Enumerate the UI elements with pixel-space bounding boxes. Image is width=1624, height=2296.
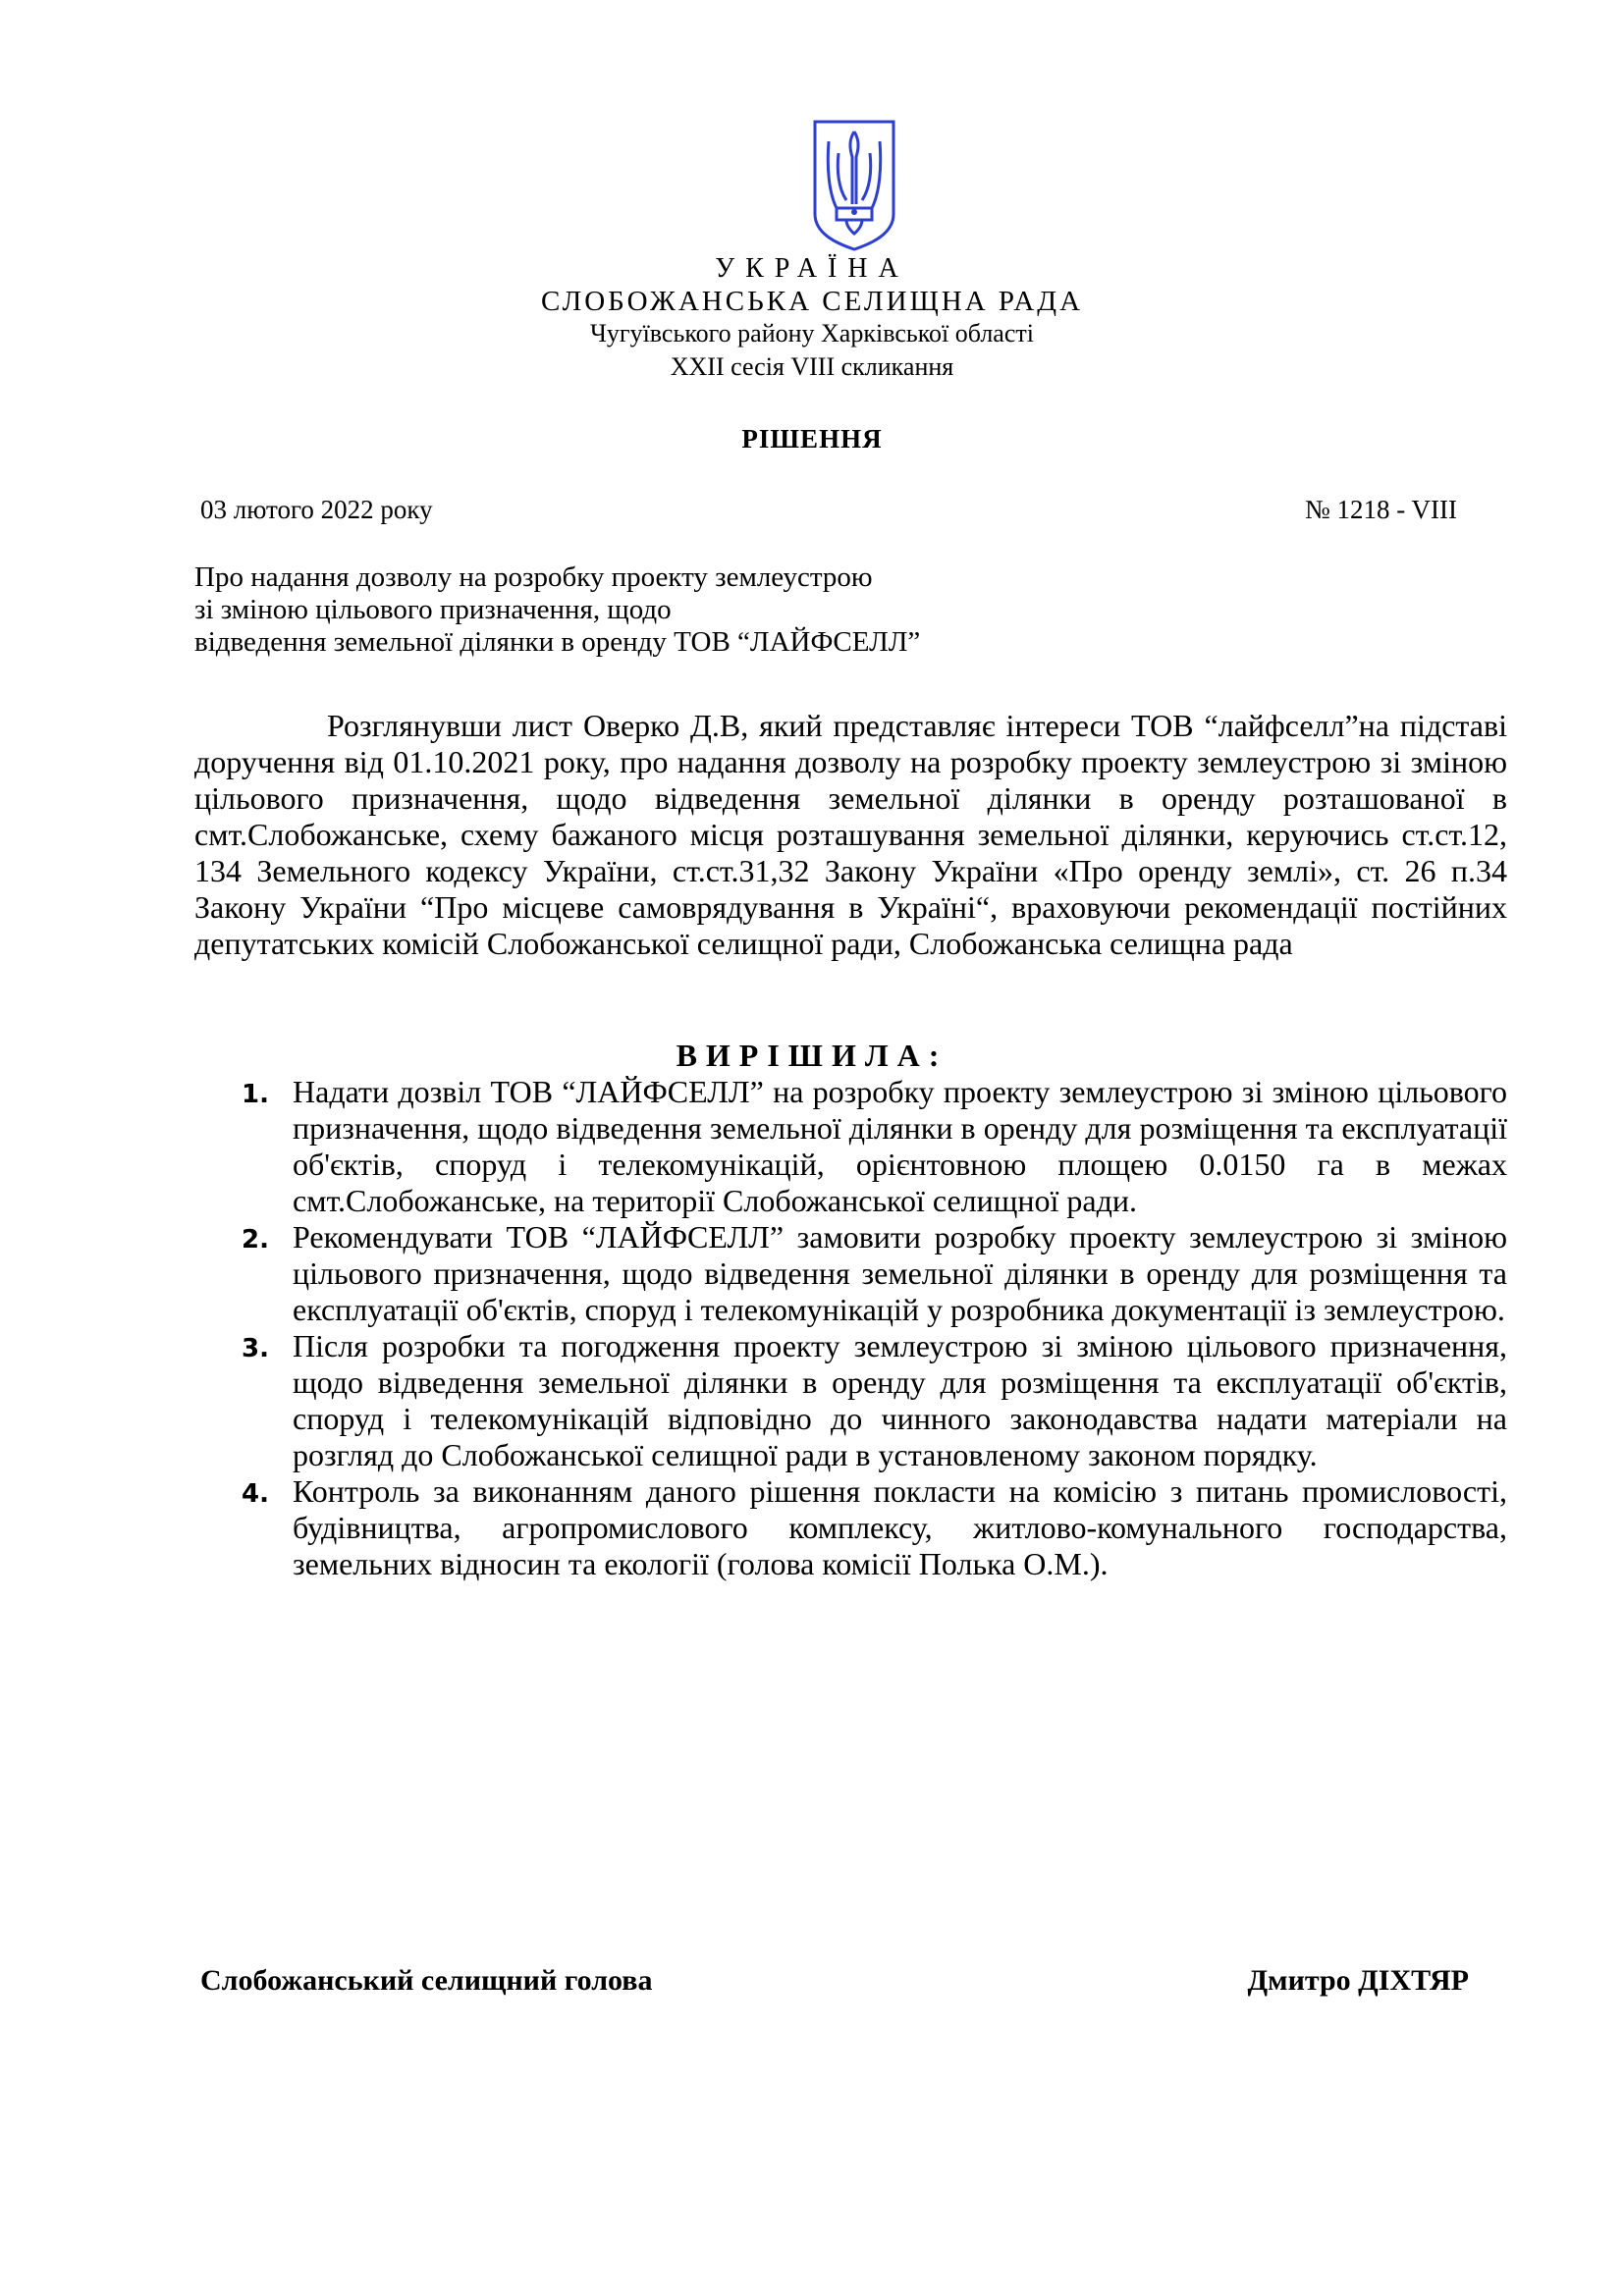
document-type-title: РІШЕННЯ [741, 424, 883, 454]
ukraine-trident-icon [811, 118, 897, 253]
document-subject [194, 561, 920, 659]
document-date: 03 лютого 2022 року [200, 495, 433, 524]
resolution-list [194, 1074, 1507, 1582]
item-number: 2. [242, 1225, 269, 1255]
signatory-name: Дмитро ДІХТЯР [1247, 1964, 1469, 1997]
country-heading: УКРАЇНА [715, 253, 909, 284]
decided-heading: ВИРІШИЛА: [676, 1038, 948, 1073]
item-number: 3. [242, 1334, 269, 1363]
subject-line: Про надання дозволу на розробку проекту землеустрою [194, 561, 873, 593]
document-number: № 1218 - VIII [1305, 495, 1457, 524]
preamble-paragraph: Розглянувши лист Оверко Д.В, який представляє інтереси ТОВ “лайфселл”на підставі доручення від 01.10.2021 року, про надання дозволу на розробку проекту землеустрою зі зміною цільового призначення, щодо відведення земельної ділянки в оренду розташованої в смт.Слобожанське, схему бажаного місця розташування земельної ділянки, керуючись ст.ст.12, 134 Земельного кодексу України, ст.ст.31,32 Закону України «Про оренду землі», ст. 26 п.34 Закону України “Про місцеве самоврядування в Україні“, враховуючи рекомендації постійних депутатських комісій Слобожанської селищної ради, Слобожанська селищна рада [194, 708, 1507, 961]
subject-line: відведення земельної ділянки в оренду ТОВ “ЛАЙФСЕЛЛ” [194, 626, 921, 658]
resolution-item [194, 1473, 1507, 1582]
item-number: 1. [242, 1080, 269, 1109]
resolution-item [194, 1328, 1507, 1473]
resolution-item [194, 1074, 1507, 1219]
signatory-role: Слобожанський селищний голова [200, 1964, 653, 1997]
resolution-item [194, 1219, 1507, 1328]
item-text: Після розробки та погодження проекту землеустрою зі зміною цільового призначення, щодо відведення земельної ділянки в оренду для розміщення та експлуатації об'єктів, споруд і телекомунікацій відповідно до чинного законодавства надати матеріали на розгляд до Слобожанської селищної ради в установленому законом порядку. [293, 1328, 1507, 1472]
item-text: Контроль за виконанням даного рішення покласти на комісію з питань промисловості, будівництва, агропромислового комплексу, житлово-комунального господарства, земельних відносин та екології (голова комісії Полька О.М.). [293, 1473, 1507, 1581]
council-heading: СЛОБОЖАНСЬКА СЕЛИЩНА РАДА [540, 286, 1084, 317]
item-number: 4. [242, 1479, 269, 1509]
item-text: Надати дозвіл ТОВ “ЛАЙФСЕЛЛ” на розробку проекту землеустрою зі зміною цільового призначення, щодо відведення земельної ділянки в оренду для розміщення та експлуатації об'єктів, споруд і телекомунікацій, орієнтовною площею 0.0150 га в межах смт.Слобожанське, на території Слобожанської селищної ради. [293, 1074, 1507, 1218]
subject-line: зі зміною цільового призначення, щодо [194, 594, 672, 625]
district-heading: Чугуївського району Харківської області [590, 319, 1034, 347]
session-heading: XXII сесія VIII скликання [670, 352, 954, 381]
item-text: Рекомендувати ТОВ “ЛАЙФСЕЛЛ” замовити розробку проекту землеустрою зі зміною цільового призначення, щодо відведення земельної ділянки в оренду для розміщення та експлуатації об'єктів, споруд і телекомунікацій у розробника документації із землеустрою. [293, 1219, 1507, 1327]
